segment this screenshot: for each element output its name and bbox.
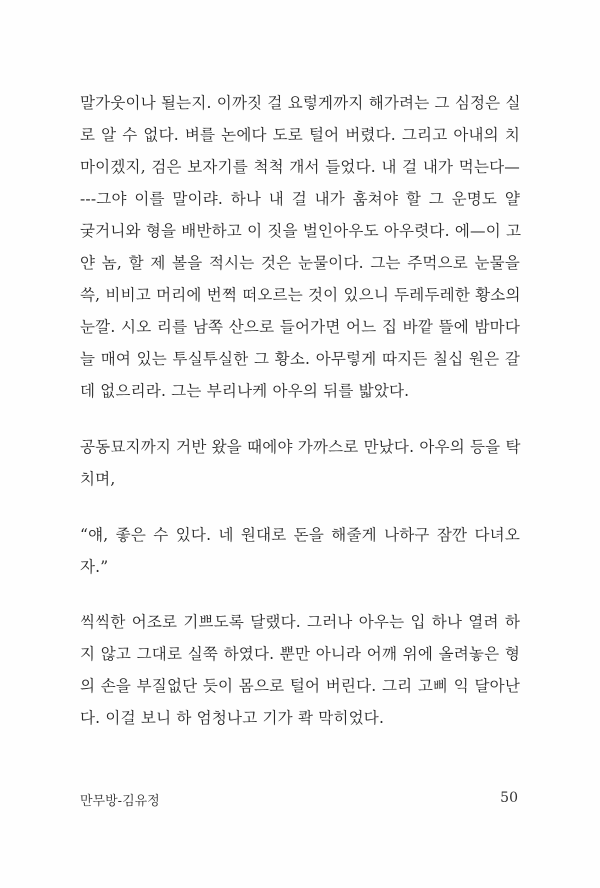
paragraph-1 [80, 87, 520, 407]
text-line: “얘, 좋은 수 있다. 네 원대로 돈을 해줄게 나하구 잠깐 다녀오 [80, 526, 520, 544]
text-line: 눈깔. 시오 리를 남쪽 산으로 들어가면 어느 집 바깥 뜰에 밤마다 [80, 318, 520, 336]
paragraph-3 [80, 519, 520, 583]
text-line: 씩씩한 어조로 기쁘도록 달랬다. 그러나 아우는 입 하나 열려 하 [80, 613, 520, 631]
text-line: 치며, [80, 470, 116, 488]
text-line: 다. 이걸 보니 하 엄청나고 기가 콱 막히었다. [80, 709, 385, 727]
paragraph-2 [80, 431, 520, 495]
text-line: 마이겠지, 검은 보자기를 척척 개서 들었다. 내 걸 내가 먹는다— [80, 158, 520, 176]
text-line: 데 없으리라. 그는 부리나케 아우의 뒤를 밟았다. [80, 382, 410, 400]
text-line: 쓱, 비비고 머리에 번쩍 떠오르는 것이 있으니 두레두레한 황소의 [80, 286, 521, 304]
running-footer-title: 만무방-김유정 [80, 794, 160, 809]
text-line: 의 손을 부질없단 듯이 몸으로 털어 버린다. 그리 고삐 익 달아난 [80, 677, 520, 695]
paragraph-4 [80, 606, 520, 734]
text-line: 지 않고 그대로 실쭉 하였다. 뿐만 아니라 어깨 위에 올려놓은 형 [80, 645, 520, 663]
text-line: 얀 놈, 할 제 볼을 적시는 것은 눈물이다. 그는 주먹으로 눈물을 [80, 254, 520, 272]
text-line: 늘 매여 있는 투실투실한 그 황소. 아무렇게 따지든 칠십 원은 갈 [80, 350, 520, 368]
text-line: 말가웃이나 될는지. 이까짓 걸 요렇게까지 해가려는 그 심정은 실 [80, 94, 521, 112]
text-line: 로 알 수 없다. 벼를 논에다 도로 털어 버렸다. 그리고 아내의 치 [80, 126, 520, 144]
text-line: ---그야 이를 말이랴. 하나 내 걸 내가 훔쳐야 할 그 운명도 얄 [80, 190, 520, 208]
page-number: 50 [500, 790, 518, 806]
text-line: 자.” [80, 558, 109, 576]
text-line: 궂거니와 형을 배반하고 이 짓을 벌인아우도 아우렷다. 에—이 고 [80, 222, 522, 240]
text-line: 공동묘지까지 거반 왔을 때에야 가까스로 만났다. 아우의 등을 탁 [80, 438, 521, 456]
